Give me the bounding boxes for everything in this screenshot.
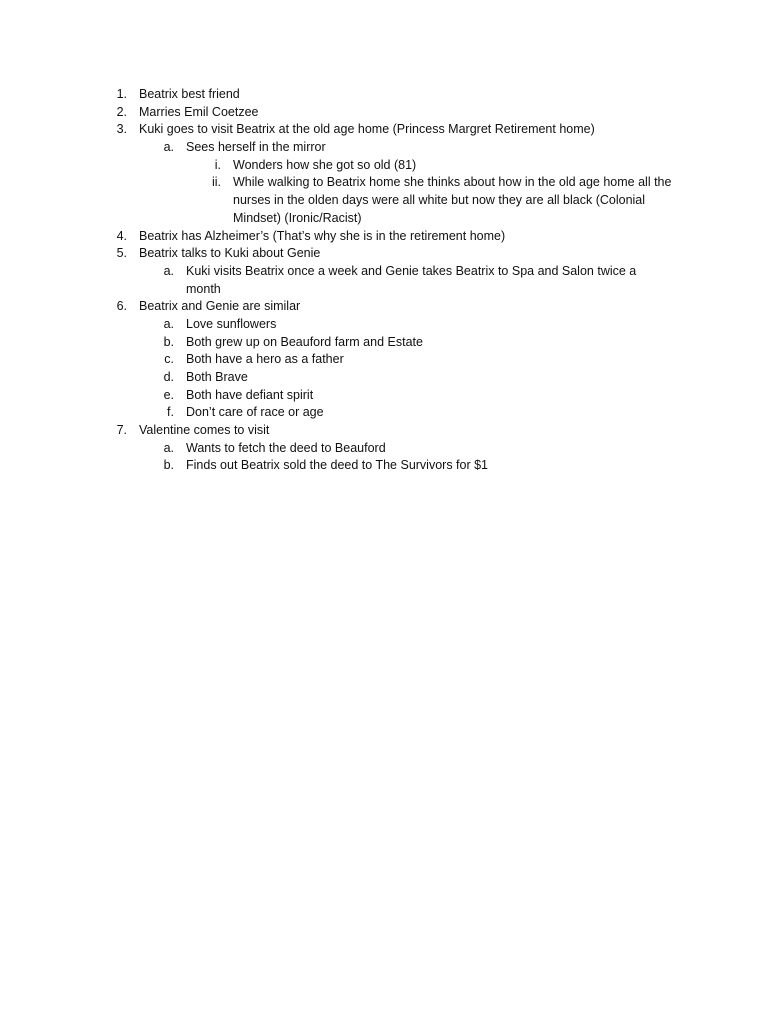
list-item-text: Wants to fetch the deed to Beauford (186, 440, 386, 455)
list-item-text: Marries Emil Coetzee (139, 104, 259, 119)
list-item (0, 316, 768, 334)
list-item-text: Wonders how she got so old (81) (233, 157, 417, 172)
list-marker: ii. (211, 175, 221, 190)
list-item-text: Kuki goes to visit Beatrix at the old age home (Princess Margret Retirement home) (139, 122, 595, 137)
list-item (0, 263, 768, 298)
list-item (0, 245, 768, 263)
list-marker: 1. (116, 87, 127, 101)
list-marker: b. (163, 458, 174, 473)
list-marker: 7. (116, 423, 127, 438)
list-marker: b. (163, 334, 174, 349)
list-item-text: Sees herself in the mirror (186, 140, 326, 155)
list-marker: a. (163, 440, 174, 455)
list-marker: 4. (116, 228, 127, 243)
list-marker: 6. (116, 299, 127, 314)
list-item-text: Beatrix and Genie are similar (139, 299, 301, 314)
list-item (0, 86, 768, 104)
list-item (0, 139, 768, 157)
list-marker: d. (163, 370, 174, 385)
list-item (0, 228, 768, 246)
list-item-text: Kuki visits Beatrix once a week and Genie takes Beatrix to Spa and Salon twice a month (186, 263, 637, 296)
list-item-text: Valentine comes to visit (139, 423, 270, 438)
list-item-text: Love sunflowers (186, 316, 277, 331)
list-item-text: Both have defiant spirit (186, 387, 314, 402)
list-item (0, 404, 768, 422)
list-item-text: Both Brave (186, 370, 248, 385)
list-item-text: Both grew up on Beauford farm and Estate (186, 334, 423, 349)
list-item (0, 369, 768, 387)
list-marker: e. (163, 387, 174, 402)
list-item (0, 440, 768, 458)
outline-list (0, 86, 768, 475)
list-item-text: Don’t care of race or age (186, 405, 324, 420)
list-item (0, 351, 768, 369)
list-item-text: Beatrix best friend (139, 87, 240, 101)
list-item (0, 387, 768, 405)
list-item-text: Both have a hero as a father (186, 352, 344, 367)
list-item (0, 121, 768, 139)
list-marker: a. (163, 263, 174, 278)
list-item (0, 174, 768, 227)
list-marker: c. (164, 352, 174, 367)
list-item (0, 334, 768, 352)
list-item-text: Beatrix talks to Kuki about Genie (139, 246, 321, 261)
list-marker: a. (163, 316, 174, 331)
list-marker: 3. (116, 122, 127, 137)
list-marker: 5. (116, 246, 127, 261)
list-marker: a. (163, 140, 174, 155)
list-item-text: Finds out Beatrix sold the deed to The Survivors for $1 (186, 458, 489, 473)
list-item (0, 157, 768, 175)
list-item (0, 422, 768, 440)
list-marker: f. (167, 405, 174, 420)
list-item (0, 298, 768, 316)
list-item (0, 457, 768, 475)
list-marker: i. (214, 157, 221, 172)
list-item (0, 104, 768, 122)
list-item-text: While walking to Beatrix home she thinks about how in the old age home all the nurses in the olden days were all white but now they are all black (Colonial Mindset) (Ironic/Racist) (233, 175, 672, 225)
list-marker: 2. (116, 104, 127, 119)
list-item-text: Beatrix has Alzheimer’s (That’s why she is in the retirement home) (139, 228, 506, 243)
